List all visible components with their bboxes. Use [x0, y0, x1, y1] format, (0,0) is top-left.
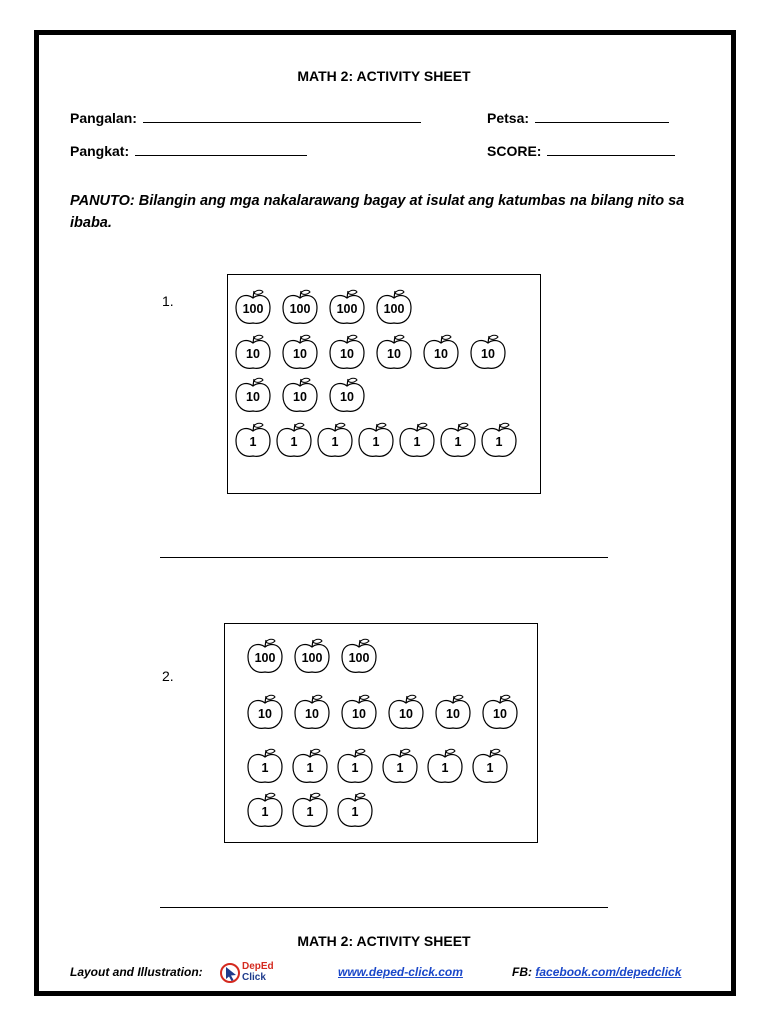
apple-value: 10 — [246, 390, 260, 404]
apple-icon — [339, 636, 379, 676]
fb-label: FB: — [512, 965, 532, 979]
apple-value: 10 — [434, 347, 448, 361]
group-label: Pangkat: — [70, 143, 130, 159]
apple-icon — [280, 332, 320, 372]
item-1-picture-box — [227, 274, 541, 494]
item-2-number: 2. — [162, 668, 174, 684]
apple-value: 10 — [352, 707, 366, 721]
apple-value: 10 — [305, 707, 319, 721]
apple-value: 1 — [372, 435, 380, 449]
apple-icon — [245, 636, 285, 676]
apple-icon — [280, 287, 320, 327]
apple-value: 1 — [495, 435, 503, 449]
apple-icon — [274, 420, 314, 460]
footer-title: MATH 2: ACTIVITY SHEET — [297, 933, 471, 949]
apple-icon — [233, 287, 273, 327]
apple-icon — [327, 375, 367, 415]
name-blank[interactable] — [143, 110, 421, 123]
apple-icon — [386, 692, 426, 732]
logo-text-bottom: Click — [242, 972, 266, 983]
apple-icon — [374, 287, 414, 327]
website-link[interactable]: www.deped-click.com — [338, 965, 463, 979]
apple-value: 10 — [246, 347, 260, 361]
page-title: MATH 2: ACTIVITY SHEET — [297, 68, 471, 84]
score-blank[interactable] — [547, 143, 675, 156]
apple-icon — [290, 746, 330, 786]
apple-icon — [421, 332, 461, 372]
apple-icon — [335, 790, 375, 830]
depedclick-logo — [220, 960, 276, 986]
apple-icon — [233, 332, 273, 372]
apple-value: 1 — [351, 805, 359, 819]
apple-icon — [233, 420, 273, 460]
apple-icon — [380, 746, 420, 786]
apple-icon — [245, 790, 285, 830]
name-label: Pangalan: — [70, 110, 137, 126]
apple-value: 100 — [348, 651, 370, 665]
apple-value: 1 — [261, 761, 269, 775]
apple-value: 100 — [301, 651, 323, 665]
apple-value: 1 — [331, 435, 339, 449]
date-blank[interactable] — [535, 110, 669, 123]
footer-credit: Layout and Illustration: — [70, 965, 203, 979]
item-1-number: 1. — [162, 293, 174, 309]
apple-value: 100 — [254, 651, 276, 665]
score-label: SCORE: — [487, 143, 542, 159]
apple-icon — [292, 692, 332, 732]
fb-credit — [512, 965, 681, 979]
apple-icon — [339, 692, 379, 732]
group-field — [70, 143, 307, 159]
apple-icon — [327, 332, 367, 372]
item-2-answer-line[interactable] — [160, 907, 608, 908]
page-border — [34, 30, 736, 996]
apple-value: 10 — [481, 347, 495, 361]
apple-value: 10 — [258, 707, 272, 721]
apple-icon — [425, 746, 465, 786]
apple-icon — [292, 636, 332, 676]
item-2-picture-box — [224, 623, 538, 843]
apple-value: 100 — [383, 302, 405, 316]
apple-icon — [327, 287, 367, 327]
apple-icon — [470, 746, 510, 786]
apple-value: 1 — [261, 805, 269, 819]
apple-value: 100 — [242, 302, 264, 316]
apple-value: 10 — [446, 707, 460, 721]
apple-value: 10 — [293, 347, 307, 361]
instructions-label: PANUTO: — [70, 193, 135, 209]
apple-value: 10 — [340, 390, 354, 404]
group-blank[interactable] — [135, 143, 307, 156]
apple-value: 10 — [493, 707, 507, 721]
apple-icon — [245, 746, 285, 786]
date-field — [487, 110, 669, 126]
apple-value: 1 — [486, 761, 494, 775]
score-field — [487, 143, 675, 159]
apple-value: 1 — [413, 435, 421, 449]
name-field — [70, 110, 421, 126]
logo-text-top: DepEd — [242, 961, 274, 972]
instructions-text: Bilangin ang mga nakalarawang bagay at isulat ang katumbas na bilang nito sa ibaba. — [70, 193, 685, 231]
apple-value: 100 — [336, 302, 358, 316]
apple-icon — [335, 746, 375, 786]
apple-icon — [438, 420, 478, 460]
apple-icon — [468, 332, 508, 372]
apple-icon — [315, 420, 355, 460]
apple-icon — [356, 420, 396, 460]
apple-icon — [433, 692, 473, 732]
apple-value: 1 — [454, 435, 462, 449]
apple-value: 1 — [249, 435, 257, 449]
apple-value: 1 — [306, 805, 314, 819]
apple-icon — [397, 420, 437, 460]
apple-icon — [290, 790, 330, 830]
apple-icon — [480, 692, 520, 732]
apple-value: 10 — [399, 707, 413, 721]
apple-value: 10 — [293, 390, 307, 404]
apple-icon — [233, 375, 273, 415]
apple-value: 100 — [289, 302, 311, 316]
apple-value: 10 — [387, 347, 401, 361]
apple-icon — [374, 332, 414, 372]
instructions — [70, 190, 710, 234]
apple-value: 1 — [441, 761, 449, 775]
date-label: Petsa: — [487, 110, 530, 126]
apple-value: 10 — [340, 347, 354, 361]
apple-icon — [280, 375, 320, 415]
fb-link[interactable]: facebook.com/depedclick — [535, 965, 682, 979]
item-1-answer-line[interactable] — [160, 557, 608, 558]
apple-value: 1 — [290, 435, 298, 449]
apple-icon — [245, 692, 285, 732]
apple-icon — [479, 420, 519, 460]
apple-value: 1 — [351, 761, 359, 775]
apple-value: 1 — [396, 761, 404, 775]
apple-value: 1 — [306, 761, 314, 775]
